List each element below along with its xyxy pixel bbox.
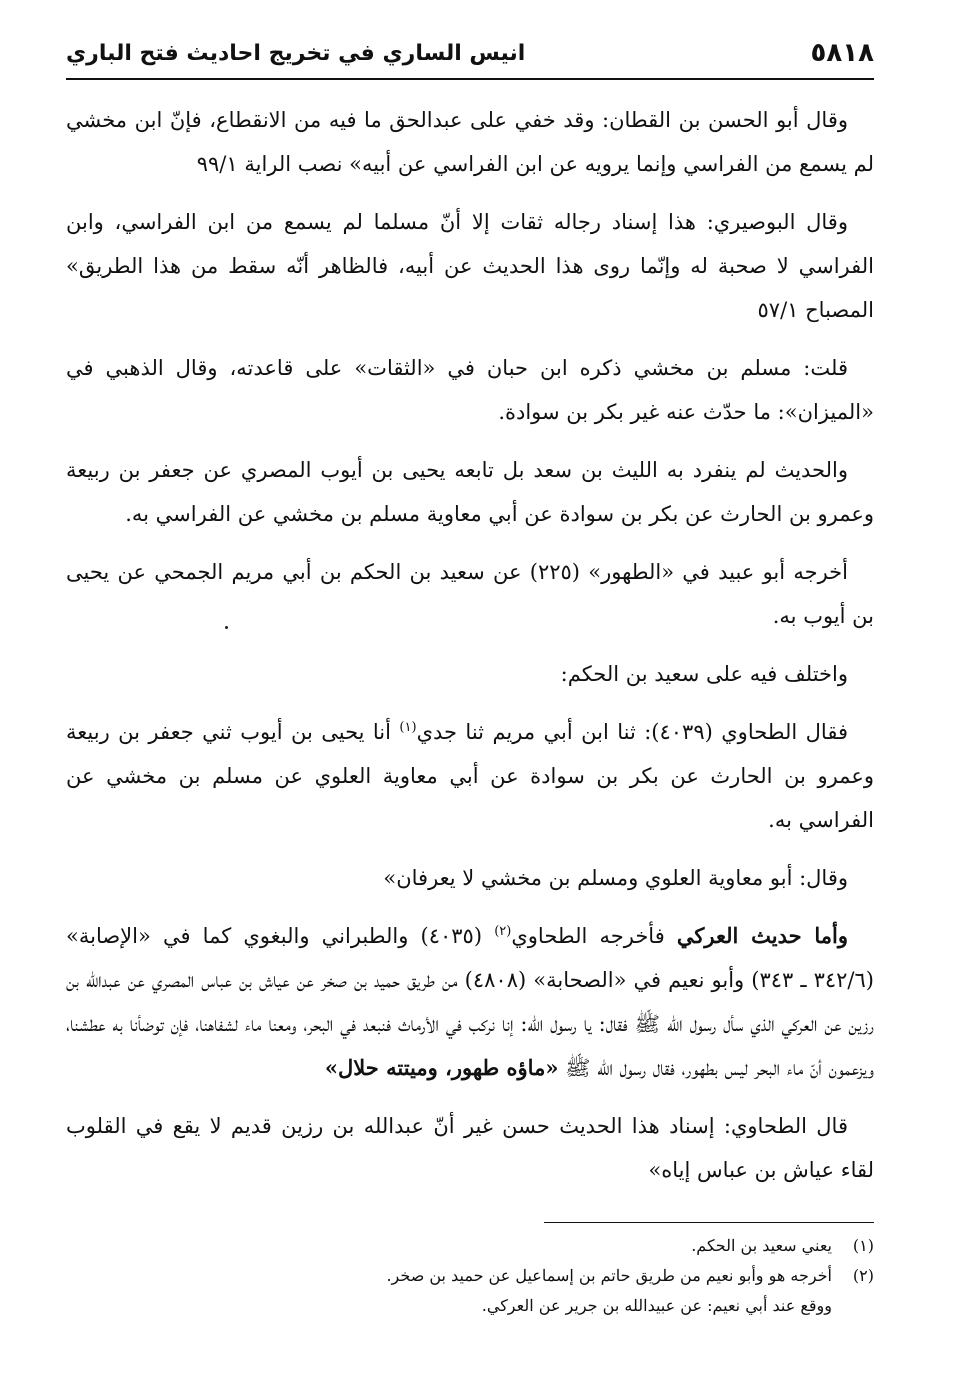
- paragraph-araki: [66, 914, 874, 1090]
- paragraph-qala: وقال: أبو معاوية العلوي ومسلم بن مخشي لا يعرفان»: [383, 866, 848, 890]
- footnote-mark-2: (٢): [494, 924, 512, 939]
- main-text: [66, 98, 874, 1192]
- running-title: انيس الساري في تخريج احاديث فتح الباري: [66, 40, 526, 66]
- araki-after-lead: فأخرجه الطحاوي: [511, 924, 677, 948]
- araki-bold-lead: وأما حديث العركي: [676, 923, 849, 948]
- header-rule: [66, 78, 874, 80]
- footnotes: [66, 1231, 874, 1321]
- paragraph-tahawi-verdict: قال الطحاوي: إسناد هذا الحديث حسن غير أنّ عبدالله بن رزين قديم لا يقع في القلوب لقاء عياش بن عباس إياه»: [66, 1114, 874, 1182]
- scan-speck: [225, 626, 228, 629]
- tahawi-text-start: فقال الطحاوي (٤٠٣٩): ثنا ابن أبي مريم ثنا جدي: [416, 720, 848, 744]
- footnote-2-number: (٢): [852, 1266, 874, 1285]
- tahawi-text-end: أنا يحيى بن أيوب ثني جعفر بن ربيعة وعمرو بن الحارث عن بكر بن سوادة عن أبي معاوية العلوي عن مسلم بن مخشي عن الفراسي به.: [66, 720, 874, 832]
- paragraph-hadith-follow: والحديث لم ينفرد به الليث بن سعد بل تابعه يحيى بن أيوب المصري عن جعفر بن ربيعة وعمرو بن الحارث عن بكر بن سوادة عن أبي معاوية مسلم بن مخشي عن الفراسي به.: [66, 458, 874, 526]
- araki-bold-quote: «ماؤه طهور، وميتته حلال»: [324, 1055, 559, 1080]
- footnote-2-text: أخرجه هو وأبو نعيم من طريق حاتم بن إسماعيل عن حميد بن صخر.: [386, 1266, 832, 1285]
- footnote-mark-1: (١): [399, 720, 417, 735]
- paragraph-ikhtilaf: واختلف فيه على سعيد بن الحكم:: [560, 662, 848, 686]
- paragraph-abu-ubaid: أخرجه أبو عبيد في «الطهور» (٢٢٥) عن سعيد بن الحكم بن أبي مريم الجمحي عن يحيى بن أيوب به.: [66, 560, 874, 628]
- page-number: ٥٨١٨: [810, 38, 874, 68]
- book-page: [66, 30, 874, 1360]
- paragraph-busiri: وقال البوصيري: هذا إسناد رجاله ثقات إلا أنّ مسلما لم يسمع من ابن الفراسي، وابن الفراسي لا صحبة له وإنّما روى هذا الحديث عن أبيه، فالظاهر أنّه سقط من هذا الطريق» المصباح ٥٧/١: [66, 210, 874, 322]
- footnote-1-text: يعني سعيد بن الحكم.: [691, 1236, 832, 1255]
- paragraph-tahawi: [66, 710, 874, 842]
- footnote-1-number: (١): [852, 1236, 874, 1255]
- paragraph-qultu: قلت: مسلم بن مخشي ذكره ابن حبان في «الثقات» على قاعدته، وقال الذهبي في «الميزان»: ما حدّث عنه غير بكر بن سوادة.: [66, 356, 874, 424]
- footnote-2: [66, 1261, 874, 1291]
- footnote-2-continuation: ووقع عند أبي نعيم: عن عبيدالله بن جرير عن العركي.: [481, 1296, 832, 1315]
- paragraph-ibn-al-qattan: وقال أبو الحسن بن القطان: وقد خفي على عبدالحق ما فيه من الانقطاع، فإنّ ابن مخشي لم يسمع من الفراسي وإنما يرويه عن ابن الفراسي عن أبيه» نصب الراية ٩٩/١: [66, 108, 874, 176]
- araki-body: (٤٠٣٥) والطبراني والبغوي كما في «الإصابة» (٣٤٢/٦ ـ ٣٤٣) وأبو نعيم في «الصحابة» (٤٨٠٨) من طريق حميد بن صخر عن عياش بن عباس المصري عن عبدالله بن رزين عن العركي الذي سأل رسول الله ﷺ فقال: يا رسول الله: إنا نركب في الأرماث فنبعد في البحر، ومعنا ماء لشفاهنا، فإن توضأنا به عطشنا، ويزعمون أنّ ماء البحر ليس بطهور، فقال رسول الله ﷺ: [66, 924, 874, 1080]
- footnote-separator: [544, 1222, 874, 1223]
- footnote-1: [66, 1231, 874, 1261]
- page-header: [66, 30, 874, 76]
